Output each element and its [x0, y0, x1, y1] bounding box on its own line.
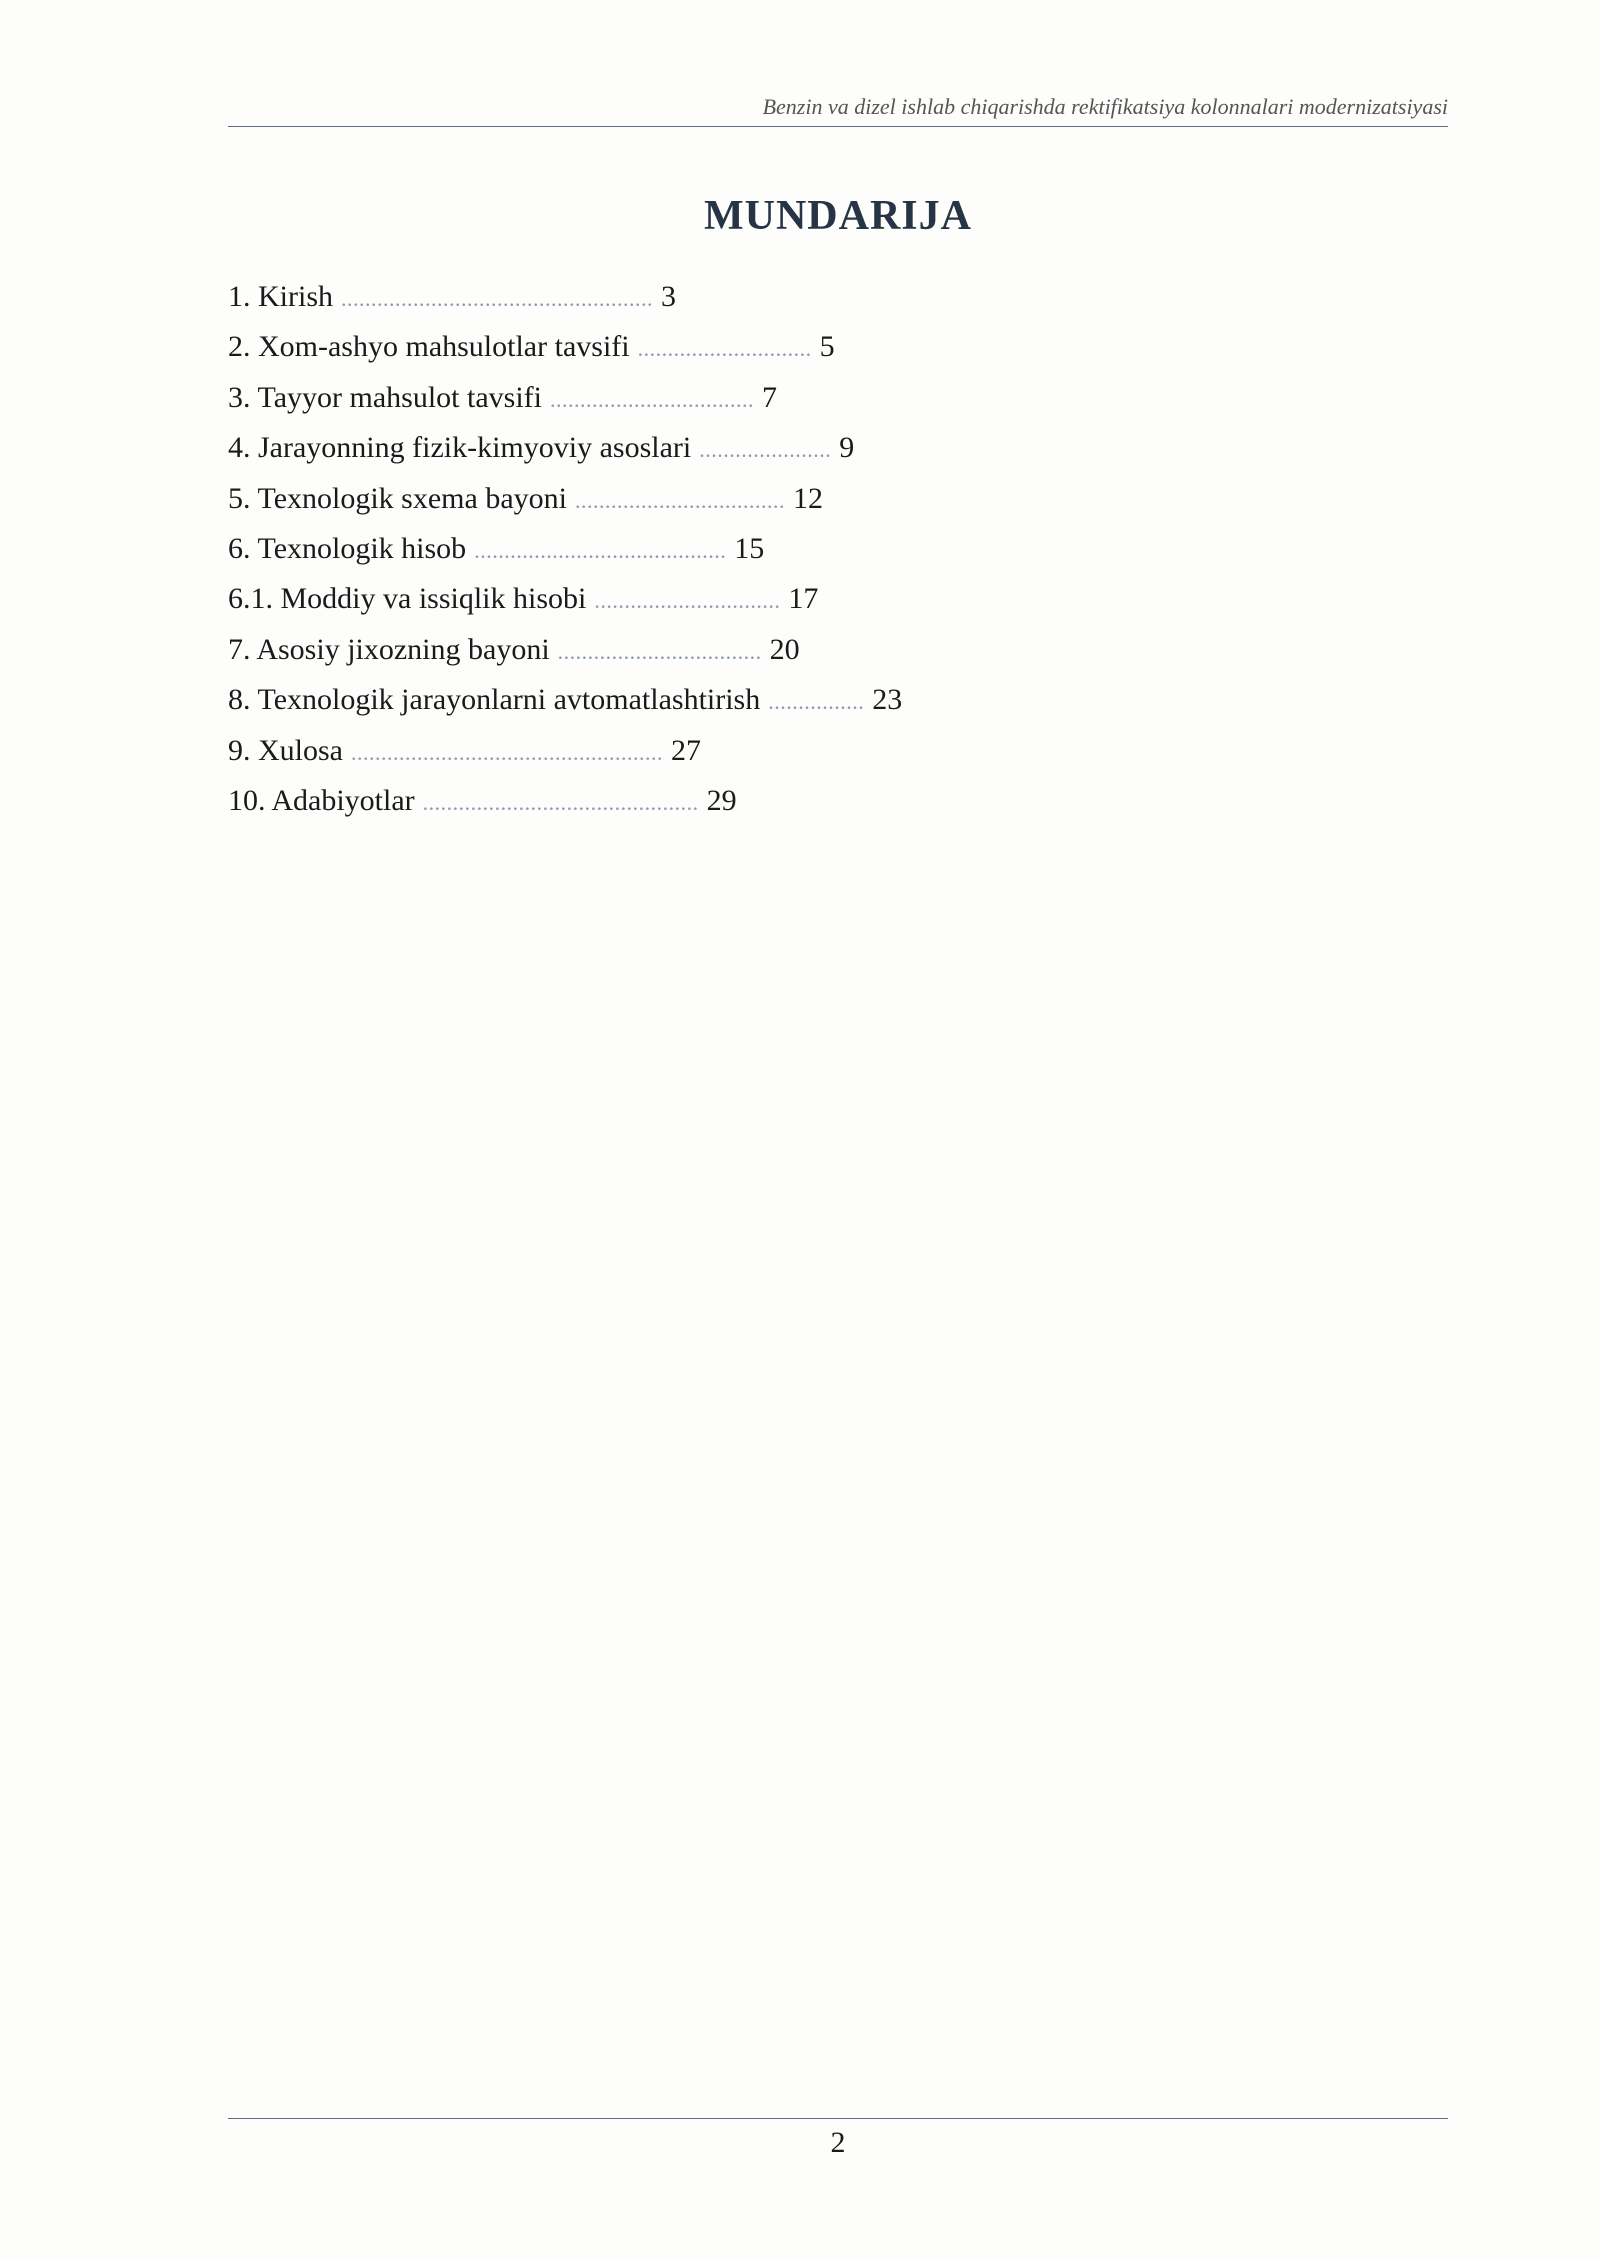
toc-leader-dots: ...............................	[594, 588, 781, 614]
toc-entry-page: 3	[661, 280, 676, 313]
toc-leader-dots: ....................................................	[351, 739, 663, 765]
toc-entry-label: 6.1. Moddiy va issiqlik hisobi	[228, 582, 587, 616]
toc-entry[interactable]	[228, 726, 1448, 776]
footer-divider	[228, 2118, 1448, 2119]
toc-entry-label: 2. Xom-ashyo mahsulotlar tavsifi	[228, 330, 630, 364]
toc-entry-label: 9. Xulosa	[228, 733, 343, 767]
toc-entry-label: 7. Asosiy jixozning bayoni	[228, 632, 550, 666]
toc-entry-label: 4. Jarayonning fizik-kimyoviy asoslari	[228, 431, 692, 465]
toc-entry[interactable]	[228, 625, 1448, 675]
toc-entry-label: 10. Adabiyotlar	[228, 783, 415, 817]
toc-entry[interactable]	[228, 423, 1448, 473]
page-title: MUNDARIJA	[704, 193, 972, 239]
toc-leader-dots: ................	[768, 689, 865, 715]
toc-entry-page: 29	[706, 783, 737, 817]
running-header: Benzin va dizel ishlab chiqarishda rektifikatsiya kolonnalari modernizatsiyasi	[762, 94, 1448, 119]
toc-entry[interactable]	[228, 272, 1448, 322]
toc-leader-dots: ..................................	[549, 386, 754, 412]
toc-entry-page: 9	[839, 431, 855, 465]
toc-entry-label: 8. Texnologik jarayonlarni avtomatlashtirish	[228, 683, 761, 717]
toc-entry-page: 5	[819, 330, 835, 364]
page-number: 2	[830, 2126, 846, 2159]
toc-entry[interactable]	[228, 574, 1448, 624]
toc-entry[interactable]	[228, 675, 1448, 725]
toc-entry[interactable]	[228, 524, 1448, 574]
toc-entry-page: 20	[769, 632, 800, 666]
toc-entry-page: 27	[671, 733, 701, 767]
header-divider	[228, 126, 1448, 127]
toc-leader-dots: ...................................	[574, 487, 785, 513]
toc-entry-label: 1. Kirish	[228, 280, 333, 313]
toc-entry-page: 12	[792, 481, 823, 515]
toc-entry-label: 5. Texnologik sxema bayoni	[228, 481, 567, 515]
toc-leader-dots: ......................	[699, 437, 832, 463]
toc-entry[interactable]	[228, 474, 1448, 524]
toc-entry[interactable]	[228, 373, 1448, 423]
toc-entry[interactable]	[228, 322, 1448, 372]
toc-entry-page: 15	[734, 531, 765, 565]
toc-leader-dots: ..............................................	[422, 789, 699, 815]
toc-entry[interactable]	[228, 776, 1448, 826]
toc-entry-page: 7	[761, 380, 777, 414]
toc-leader-dots: .............................	[637, 336, 812, 362]
toc-entry-label: 3. Tayyor mahsulot tavsifi	[228, 380, 542, 414]
toc-leader-dots: ..........................................	[474, 537, 727, 563]
toc-leader-dots: ....................................................	[341, 286, 653, 311]
toc-entry-page: 17	[788, 582, 819, 616]
toc-leader-dots: ..................................	[557, 638, 762, 664]
table-of-contents	[228, 272, 1448, 826]
toc-entry-page: 23	[872, 683, 903, 717]
toc-entry-label: 6. Texnologik hisob	[228, 531, 467, 565]
